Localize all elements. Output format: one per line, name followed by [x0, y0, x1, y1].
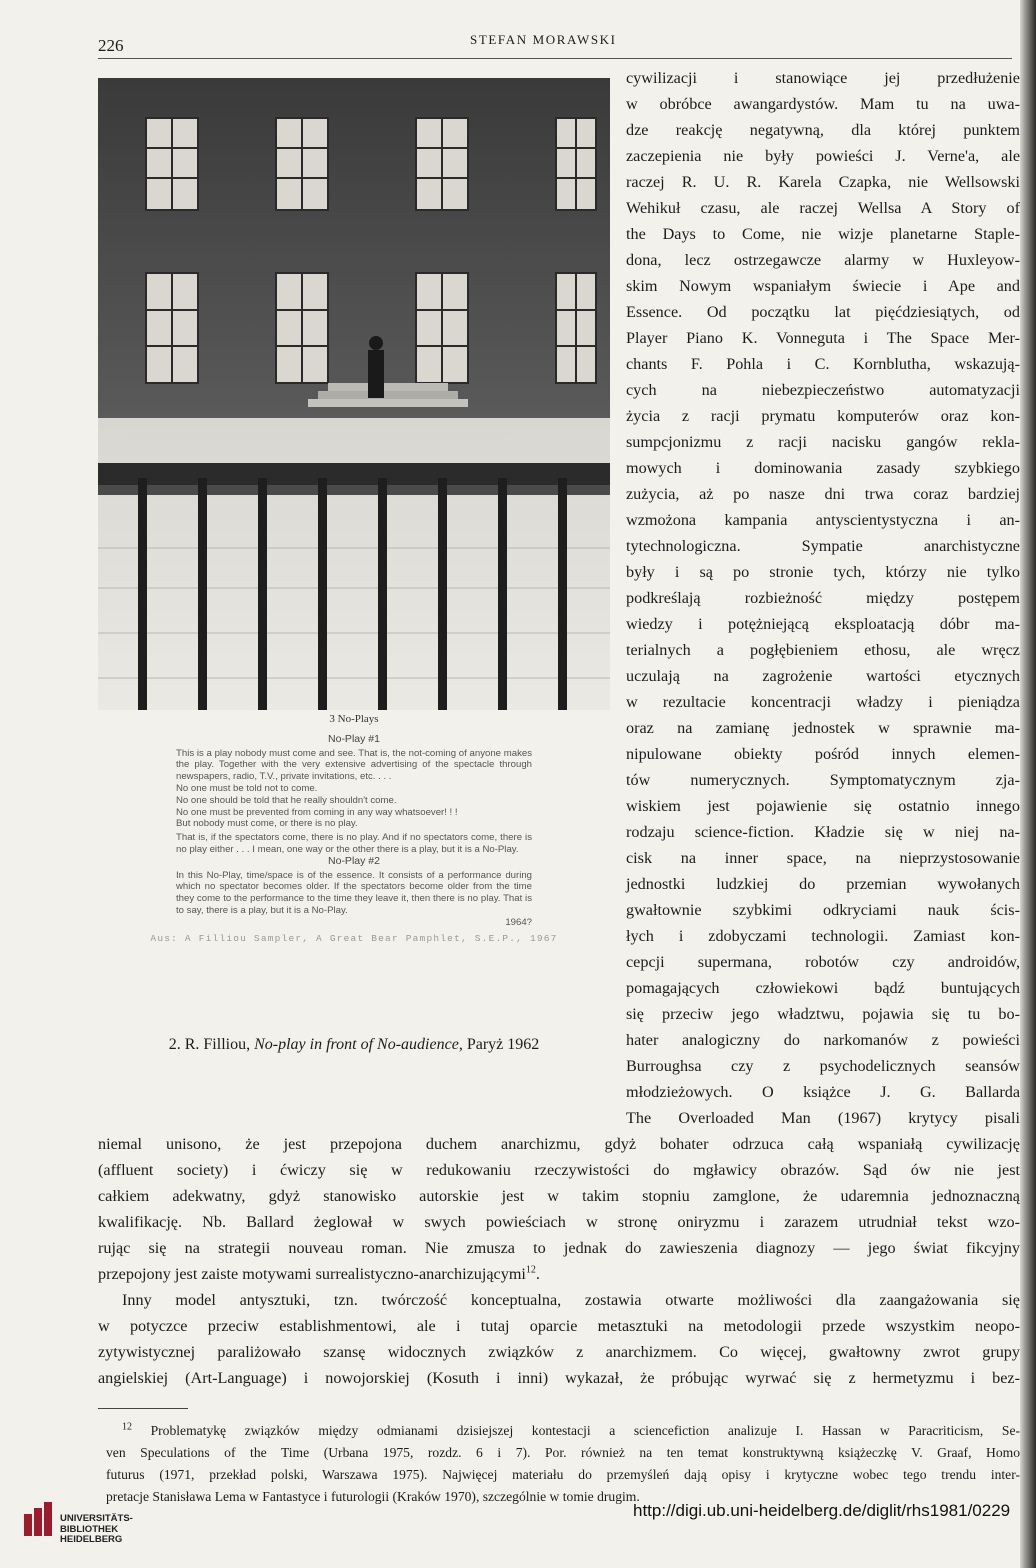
column-line: Player Piano K. Vonneguta i The Space Mer- — [626, 329, 1020, 347]
column-line: podkreślają rozbieżność między postępem — [626, 589, 1020, 607]
column-line: Burroughsa czy z psychodelicznych seansów — [626, 1057, 1020, 1075]
insert-source: Aus: A Filliou Sampler, A Great Bear Pamphlet, S.E.P., 1967 — [150, 932, 558, 944]
column-line: chants F. Pohla i C. Kornblutha, wskazują- — [626, 355, 1020, 373]
column-line: łych i zdobyczami technologii. Zamiast kon- — [626, 927, 1020, 945]
column-line: the Days to Come, nie wizje planetarne Staple- — [626, 225, 1020, 243]
no-play-1-closing: That is, if the spectators come, there is no play. And if no spectators come, there is no play either . . . I mean, one way or the other there is a play, but it is a No-Play. — [176, 832, 532, 855]
column-line: hater analogiczny do narkomanów z powieści — [626, 1031, 1020, 1049]
column-line: uczulają na zagrożenie wartości etycznych — [626, 667, 1020, 685]
column-line: wiedzy i potężniejącą eksploatacją dóbr ma- — [626, 615, 1020, 633]
header-rule — [98, 58, 1012, 59]
body-line: przepojony jest zaiste motywami surrealistyczno-anarchizującymi — [98, 1265, 526, 1283]
caption-prefix: 2. R. Filliou, — [168, 1036, 255, 1053]
column-line: gwałtownie szybkimi odkryciami nauk ścis- — [626, 901, 1020, 919]
footnote-line: pretacje Stanisława Lema w Fantastyce i futurologii (Kraków 1970), szczególnie w tomie drugim. — [106, 1489, 640, 1504]
figure-caption — [98, 1036, 610, 1054]
library-name-line: HEIDELBERG — [60, 1534, 123, 1545]
no-play-1-line: No one must be prevented from coming in any way whatsoever! ! ! — [176, 806, 458, 818]
footnote-text: Problematykę związków między odmianami dzisiejszej kontestacji a sciencefiction analizuje I. Hassan w Paracriticism, Se- — [150, 1423, 1021, 1438]
footnote-line: ven Speculations of the Time (Urbana 1975, rozdz. 6 i 7). Por. również na ten temat konstruktywną książeczkę V. Graaf, Homo — [106, 1445, 1020, 1460]
library-name-line: BIBLIOTHEK — [60, 1523, 119, 1535]
column-line: terialnych a pogłębieniem ethosu, ale wręcz — [626, 641, 1020, 659]
column-line: tytechnologiczna. Sympatie anarchistyczne — [626, 537, 1020, 555]
caption-title: No-play in front of No-audience — [254, 1036, 459, 1053]
body-line: rując się na strategii nouveau roman. Nie zmusza to jednak do zawieszenia diagnozy — jego świat fikcyjny — [98, 1239, 1020, 1257]
column-line: tów numerycznych. Symptomatycznym zja- — [626, 771, 1020, 789]
insert-year: 1964? — [505, 916, 532, 928]
column-line: skim Nowym wspaniałym świecie i Ape and — [626, 277, 1020, 295]
body-line: niemal unisono, że jest przepojona duchem anarchizmu, gdyż bohater odrzuca całą wspaniałą cywilizację — [98, 1135, 1020, 1153]
column-line: sumpcjonizmu z racji nacisku gangów rekla- — [626, 433, 1020, 451]
library-name — [60, 1514, 133, 1546]
body-line: Inny model antysztuki, tzn. twórczość konceptualna, zostawia otwarte możliwości dla zaangażowania się — [122, 1291, 1020, 1309]
column-line: Wehikuł czasu, ale raczej Wellsa A Story of — [626, 199, 1020, 217]
no-play-2-text: In this No-Play, time/space is of the essence. It consists of a performance during which no spectator becomes older. If the spectators become older from the time they come to the performance to the time they leave it, then there is no play. That is to say, there is a play, but it is a No-Play. — [176, 869, 532, 916]
column-line: cych na niebezpieczeństwo automatyzacji — [626, 381, 1020, 399]
no-play-1-heading: No-Play #1 — [328, 732, 380, 745]
library-logo-icon — [20, 1500, 54, 1540]
column-line: raczej R. U. R. Karela Czapka, nie Wellsowski — [626, 173, 1020, 191]
column-line: cisk na inner space, na nieprzystosowanie — [626, 849, 1020, 867]
column-line: jednostki ludzkiej do przemian wywołanych — [626, 875, 1020, 893]
no-play-1-line: No one must be told not to come. — [176, 782, 318, 794]
running-head: STEFAN MORAWSKI — [470, 32, 617, 47]
column-line: zużycia, aż po nasze dni trwa coraz bardziej — [626, 485, 1020, 503]
library-name-line: UNIVERSITÄTS- — [60, 1513, 133, 1524]
body-line: angielskiej (Art-Language) i nowojorskiej (Kosuth i inni) wykazał, że próbując wyrwać się z hermetyzmu i bez- — [98, 1369, 1020, 1387]
column-line: młodzieżowych. O książce J. G. Ballarda — [626, 1083, 1020, 1101]
column-line: rodzaju science-fiction. Kładzie się w niej na- — [626, 823, 1020, 841]
source-url-link[interactable]: http://digi.ub.uni-heidelberg.de/diglit/rhs1981/0229 — [633, 1501, 1011, 1520]
photo-building-fence-icon — [98, 78, 610, 710]
column-line: w rezultacie koncentracji władzy i pieniądza — [626, 693, 1020, 711]
column-line: zaczepienia nie były powieści J. Verne'a, ale — [626, 147, 1020, 165]
page-number: 226 — [98, 36, 124, 55]
body-line: (affluent society) i ćwiczy się w redukowaniu rzeczywistości do mgławicy obrazów. Sąd ów nie jest — [98, 1161, 1020, 1179]
body-line: zytywistycznej paraliżowało szansę widocznych związków z anarchizmem. Co więcej, gwałtowny zwrot grupy — [98, 1343, 1020, 1361]
column-line: wzmożona kampania antyscientystyczna i an- — [626, 511, 1020, 529]
no-play-1-text: This is a play nobody must come and see. That is, the not-coming of anyone makes the play. Together with the very extensive advertising of the spectacle through newspapers, radio, T.V., private invitations, etc. . . . — [176, 747, 532, 783]
column-line: w obróbce awangardystów. Mam tu na uwa- — [626, 95, 1020, 113]
column-line: cepcji supermana, robotów czy androidów, — [626, 953, 1020, 971]
body-line: całkiem adekwatny, gdyż stanowisko autorskie jest w takim stopniu zamglone, że udaremnia jednoznaczną — [98, 1187, 1020, 1205]
no-play-1-line: But nobody must come, or there is no play. — [176, 818, 358, 830]
column-line: dona, lecz ostrzegawcze alarmy w Huxleyow- — [626, 251, 1020, 269]
no-play-2-heading: No-Play #2 — [328, 854, 380, 867]
column-line: były i są po stronie tych, którzy nie tylko — [626, 563, 1020, 581]
body-line: w potyczce przeciw establishmentowi, ale i tutaj oparcie metasztuki na metodologii przede wszystkim neopo- — [98, 1317, 1020, 1335]
figure-insert — [98, 714, 610, 1014]
column-line: The Overloaded Man (1967) krytycy pisali — [626, 1109, 1020, 1127]
caption-suffix: , Paryż 1962 — [458, 1036, 540, 1053]
column-line: oraz na zamianę jednostek w sprawnie ma- — [626, 719, 1020, 737]
column-line: dze reakcję negatywną, dla której punktem — [626, 121, 1020, 139]
footnote-rule — [98, 1408, 188, 1409]
footnote-ref: 12 — [525, 1264, 536, 1276]
figure-photo — [98, 78, 610, 710]
insert-title: 3 No-Plays — [329, 713, 379, 725]
body-line-with-footnote-ref: przepojony jest zaiste motywami surrealistyczno-anarchizującymi$^{12}$. — [98, 1264, 540, 1283]
footnote-number: 12 — [122, 1421, 132, 1433]
scan-edge — [1020, 0, 1036, 1568]
body-line: kwalifikację. Nb. Ballard żeglował w swych powieściach w stronę oniryzmu i zarazem utrudniał tekst wzo- — [98, 1213, 1020, 1231]
column-line: wiskiem jest pojawienie się ostatnio innego — [626, 797, 1020, 815]
no-play-1-line: No one should be told that he really shouldn't come. — [176, 794, 397, 806]
column-line: nipulowane obiekty pośród innych elemen- — [626, 745, 1020, 763]
footnote-line: futurus (1971, przekład polski, Warszawa 1975). Najwięcej materiału do przemyśleń dają opisy i krytyczne wobec tego trendu inter- — [106, 1467, 1020, 1482]
column-line: Essence. Od początku lat pięćdziesiątych, od — [626, 303, 1020, 321]
footnote-line-1 — [122, 1420, 1020, 1441]
column-line: pomagających człowiekowi bądź buntujących — [626, 979, 1020, 997]
column-line: cywilizacji i stanowiące jej przedłużenie — [626, 69, 1020, 87]
column-line: mowych i dominowania zasady szybkiego — [626, 459, 1020, 477]
column-line: się przeciw jego władztwu, pojawia się tu bo- — [626, 1005, 1020, 1023]
column-line: życia z racji prymatu komputerów oraz kon- — [626, 407, 1020, 425]
